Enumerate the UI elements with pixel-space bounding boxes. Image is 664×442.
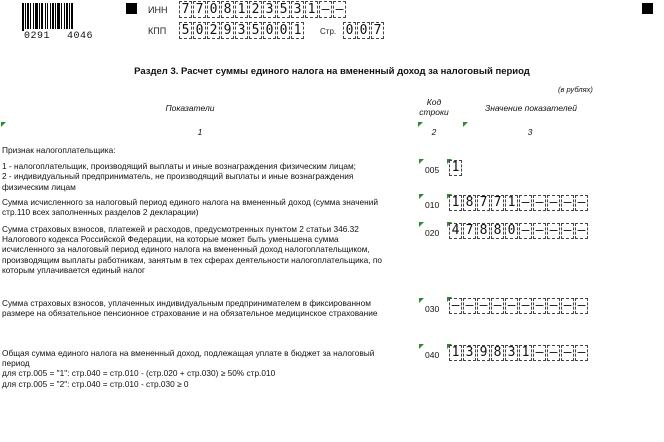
value-cell[interactable]: 1 xyxy=(449,160,462,176)
indicator-text-line: 1 - налогоплательщик, производящий выплаты и иные вознаграждения физическим лицам; xyxy=(2,161,356,172)
column-number-3: 3 xyxy=(527,127,533,137)
line-code-010: 010 xyxy=(425,200,440,210)
indicator-text-line: которым уплачивается единый налог xyxy=(2,264,146,275)
kpp-cell[interactable]: 5 xyxy=(179,22,192,39)
header-tick-3 xyxy=(463,122,468,127)
line-code-005: 005 xyxy=(425,165,440,175)
row-tick xyxy=(419,194,424,199)
inn-cell[interactable]: – xyxy=(333,1,346,18)
value-cell[interactable]: – xyxy=(463,298,476,314)
indicator-text-line: Сумма исчисленного за налоговый период единого налога на вмененный доход (сумма значений xyxy=(2,197,379,207)
value-cell[interactable]: – xyxy=(519,298,532,314)
value-cell[interactable]: – xyxy=(547,298,560,314)
value-cell[interactable]: 8 xyxy=(477,223,490,239)
inn-cell[interactable]: 3 xyxy=(263,1,276,18)
inn-field[interactable] xyxy=(179,1,347,18)
value-cell[interactable]: – xyxy=(547,195,560,211)
inn-cell[interactable]: 3 xyxy=(291,1,304,18)
value-cell[interactable]: – xyxy=(533,195,546,211)
kpp-cell[interactable]: 1 xyxy=(291,22,304,39)
value-cell[interactable]: – xyxy=(575,298,588,314)
kpp-cell[interactable]: 3 xyxy=(235,22,248,39)
indicator-text-010 xyxy=(2,197,414,217)
page-number-field[interactable] xyxy=(343,22,385,39)
column-indicators-header: Показатели xyxy=(165,103,215,113)
indicator-text-line: 2 - индивидуальный предприниматель, не производящий выплаты и иные вознаграждения xyxy=(2,171,354,182)
value-cell[interactable]: – xyxy=(547,345,560,361)
value-cell[interactable]: 4 xyxy=(449,223,462,239)
section-title: Раздел 3. Расчет суммы единого налога на вмененный доход за налоговый период xyxy=(134,66,530,77)
value-cell[interactable]: 8 xyxy=(491,223,504,239)
value-cell[interactable]: – xyxy=(575,223,588,239)
indicator-text-line: Сумма страховых взносов, платежей и расходов, предусмотренных пунктом 2 статьи 346.32 xyxy=(2,224,359,234)
kpp-cell[interactable]: 9 xyxy=(221,22,234,39)
indicator-text-line: Сумма страховых взносов, уплаченных индивидуальным предпринимателем в фиксированном xyxy=(2,298,371,308)
indicator-text-line: производящим выплаты работникам, занятым в тех сферах деятельности налогоплательщика, по xyxy=(2,254,382,265)
value-cell[interactable]: – xyxy=(561,345,574,361)
value-cell[interactable]: – xyxy=(505,298,518,314)
value-cell[interactable]: – xyxy=(533,298,546,314)
value-field-020[interactable] xyxy=(449,223,589,239)
barcode-left-digits: 0291 xyxy=(24,31,51,42)
kpp-cell[interactable]: 0 xyxy=(193,22,206,39)
inn-cell[interactable]: 5 xyxy=(277,1,290,18)
page-cell[interactable]: 7 xyxy=(371,22,384,39)
value-field-030[interactable] xyxy=(449,298,589,314)
page-cell[interactable]: 0 xyxy=(357,22,370,39)
indicator-text-040 xyxy=(2,348,414,389)
inn-cell[interactable]: 7 xyxy=(193,1,206,18)
page-label: Стр. xyxy=(320,27,337,36)
kpp-cell[interactable]: 5 xyxy=(249,22,262,39)
value-cell[interactable]: – xyxy=(547,223,560,239)
value-cell[interactable]: – xyxy=(575,195,588,211)
corner-marker-left xyxy=(126,3,137,14)
value-cell[interactable]: 7 xyxy=(463,223,476,239)
line-code-030: 030 xyxy=(425,304,440,314)
row-tick xyxy=(419,344,424,349)
indicator-text-line: физическим лицам xyxy=(2,181,76,192)
column-number-2: 2 xyxy=(431,127,437,137)
kpp-label: КПП xyxy=(148,26,167,36)
indicator-text-line: Налогового кодекса Российской Федерации, на которые может быть уменьшена сумма xyxy=(2,234,339,245)
indicator-text-line: стр.110 всех заполненных разделов 2 декларации) xyxy=(2,207,199,218)
value-cell[interactable]: 1 xyxy=(449,345,462,361)
inn-cell[interactable]: – xyxy=(319,1,332,18)
value-cell[interactable]: 9 xyxy=(477,345,490,361)
inn-cell[interactable]: 1 xyxy=(305,1,318,18)
kpp-cell[interactable]: 0 xyxy=(263,22,276,39)
value-field-040[interactable] xyxy=(449,345,589,361)
line-code-040: 040 xyxy=(425,350,440,360)
row-tick xyxy=(419,159,424,164)
indicator-text-line: Общая сумма единого налога на вмененный доход, подлежащая уплате в бюджет за налоговый xyxy=(2,348,375,358)
value-cell[interactable]: 3 xyxy=(505,345,518,361)
value-cell[interactable]: – xyxy=(491,298,504,314)
indicator-text-line: исчисленного за налоговый период единого налога на вмененный доход налогоплательщиком, xyxy=(2,244,370,255)
header-tick-1 xyxy=(1,122,6,127)
kpp-cell[interactable]: 2 xyxy=(207,22,220,39)
inn-cell[interactable]: 0 xyxy=(207,1,220,18)
corner-marker-right xyxy=(642,3,653,14)
value-cell[interactable]: 3 xyxy=(463,345,476,361)
row-tick xyxy=(419,222,424,227)
indicator-text-line: для стр.005 = "1": стр.040 = стр.010 - (стр.020 + стр.030) ≥ 50% стр.010 xyxy=(2,368,276,379)
barcode-bar xyxy=(73,3,74,31)
value-cell[interactable]: – xyxy=(477,298,490,314)
barcode xyxy=(22,3,102,40)
inn-cell[interactable]: 1 xyxy=(235,1,248,18)
value-cell[interactable]: – xyxy=(561,195,574,211)
inn-cell[interactable]: 7 xyxy=(179,1,192,18)
inn-cell[interactable]: 2 xyxy=(249,1,262,18)
value-cell[interactable]: – xyxy=(519,223,532,239)
value-cell[interactable]: – xyxy=(575,345,588,361)
value-cell[interactable]: 1 xyxy=(519,345,532,361)
value-cell[interactable]: 8 xyxy=(491,345,504,361)
units-label: (в рублях) xyxy=(558,85,593,94)
kpp-cell[interactable]: 0 xyxy=(277,22,290,39)
indicator-text-005 xyxy=(2,145,414,192)
column-number-1: 1 xyxy=(197,127,203,137)
column-code-header-line1: Код xyxy=(426,97,442,107)
column-value-header: Значение показателей xyxy=(485,103,577,113)
value-cell[interactable]: 8 xyxy=(463,195,476,211)
value-cell[interactable]: – xyxy=(561,298,574,314)
indicator-text-line: для стр.005 = "2": стр.040 = стр.010 - стр.030 ≥ 0 xyxy=(2,378,189,389)
value-cell[interactable]: – xyxy=(533,223,546,239)
barcode-right-digits: 4046 xyxy=(67,31,94,42)
indicator-text-line: размере на обязательное пенсионное страхование и на обязательное медицинское страхование xyxy=(2,308,378,319)
value-cell[interactable]: – xyxy=(449,298,462,314)
indicator-text-line: Признак налогоплательщика: xyxy=(2,145,116,155)
kpp-field[interactable] xyxy=(179,22,305,39)
column-code-header xyxy=(412,97,456,117)
indicator-text-030 xyxy=(2,298,414,318)
value-field-005[interactable] xyxy=(449,160,463,176)
value-cell[interactable]: 0 xyxy=(505,223,518,239)
header-tick-2 xyxy=(418,122,423,127)
line-code-020: 020 xyxy=(425,228,440,238)
value-cell[interactable]: 1 xyxy=(449,195,462,211)
inn-label: ИНН xyxy=(148,5,168,15)
value-cell[interactable]: – xyxy=(519,195,532,211)
value-cell[interactable]: 7 xyxy=(477,195,490,211)
column-code-header-line2: строки xyxy=(419,107,449,117)
inn-cell[interactable]: 8 xyxy=(221,1,234,18)
indicator-text-020 xyxy=(2,224,414,275)
row-tick xyxy=(419,298,424,303)
value-field-010[interactable] xyxy=(449,195,589,211)
value-cell[interactable]: – xyxy=(533,345,546,361)
value-cell[interactable]: 7 xyxy=(491,195,504,211)
value-cell[interactable]: 1 xyxy=(505,195,518,211)
barcode-bars xyxy=(22,3,102,31)
page-cell[interactable]: 0 xyxy=(343,22,356,39)
value-cell[interactable]: – xyxy=(561,223,574,239)
indicator-text-line: период xyxy=(2,358,30,369)
